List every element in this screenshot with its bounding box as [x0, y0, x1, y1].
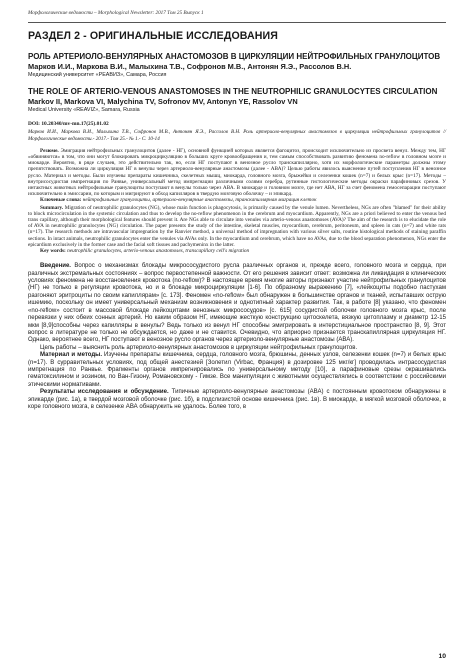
doi: DOI: 10.20340/mv-mn.17(25).01.02 [28, 121, 109, 128]
section-heading: РАЗДЕЛ 2 - ОРИГИНАЛЬНЫЕ ИССЛЕДОВАНИЯ [28, 30, 278, 42]
results-paragraph [28, 389, 446, 411]
citation: Марков И.И., Маркова В.И., Малыхина Т.В., Софронов М.В., Антонян Я.Э., Рассолов В.Н. Роль артериоло-венулярных анастомозов в циркуляции нейтрофильных гранулоцитов // Морфологические ведомости.- 2017.- Том 25.- № 1.- С. 10-14 [28, 129, 446, 142]
header-rule [28, 22, 446, 23]
results-label: Результаты исследования и обсуждение. [40, 389, 169, 396]
methods-label: Материал и методы. [40, 352, 103, 359]
title-en: THE ROLE OF ARTERIO-VENOUS ANASTOMOSES IN THE NEUTROPHILIC GRANULOCYTES CIRCULATION [28, 87, 438, 97]
affiliation-ru: Медицинский университет «РЕАВИЗ», Самара, Россия [28, 72, 167, 79]
keywords-ru [28, 197, 446, 203]
keywords-en-label: Key words: [40, 248, 66, 255]
page-number: 10 [438, 653, 446, 660]
running-header: Морфологические ведомости – Morphological Newsletter: 2017 Том 25 Выпуск 1 [28, 10, 204, 16]
intro-label: Введение. [40, 263, 71, 270]
abstract-ru [28, 148, 446, 198]
intro-text: Вопрос о механизмах блокады микрососудистого русла различных органов и, прежде всего, головного мозга и сердца, при различных экстремальных состояниях – вопрос первостепенной важности. От его решения зависит ответ: возможна ли ликвидация в клинических условиях феномена не восстановления кровотока (no-reflow)? В настоящее время многие авторы признают участие нейтрофильных гранулоцитов (НГ) не только в регуляции кровотока, но и в блокаде микроциркуляции [1-6]. По образному выражению [7], «лейкоциты подобно пастухам разгоняют эритроциты по своим капиллярам» [с. 173]. Феномен «no-reflow» был обнаружен в большинстве органов и тканей, испытавших острую ишемию, поскольку он имеет универсальный механизм возникновения и однотипный характер развития. Так, в работе [8] указано, что феномен «no-reflow» состоит в массовой блокаде лейкоцитами венозных микрососудов» [с. 615] сосудистой оболочки головного мозга крыс, после перевязки у них обеих сонных артерий. Но каким образом НГ, имеющие жесткую конструкцию цитоскелета, вязкую цитоплазму и диаметр 12-15 мкм [8,9]способны через капилляры в венулы? Ведь только из венул НГ способны эмигрировать в интерстициальное пространство [8, 9]. Этот вопрос в литературе не только не обсуждается, но даже и не ставится. Очевидно, что априорно признается транскапиллярная циркуляция НГ. Однако, вероятнее всего, НГ поступают в венозное русло органов через артериоло-венулярные анастомозы (АВА). [28, 263, 446, 344]
spacer [28, 78, 446, 87]
results-text: Типичные артериоло-венулярные анастомозы (АВА) с постоянным кровотоком обнаружены в эпикарде (рис. 1а), в твердой мозговой оболочке (рис. 1б), в подслизистой основе кишечника (рис. 1в). В миокарде, в мягкой мозговой оболочке, в коре головного мозга, в селезенке АВА обнаружить не удалось. Более того, в [28, 389, 447, 410]
keywords-ru-text: нейтрофильные гранулоциты, артериоло-венулярные анастомозы, транскапиллярная миграция клеток [82, 197, 317, 204]
authors-en: Markov II, Markova VI, Malychina TV, Sofronov MV, Antonyn YE, Rassolov VN [28, 97, 298, 107]
abstract-en-label: Summary. [40, 204, 64, 211]
abstract-en-text: Migration of neutrophilic granulocytes (NG), whose main function is phagocytosis, is primarily caused by the venule lumen. Nevertheless, NGs are often "blamed" for their ability to block microcirculation in the systemic circulation and thus to develop the no-reflow phenomenon in the cerebrum and myocardium. Apparently, NGs are a priori believed to enter the venous bed trans capillary, although their morphological features should prevent it. Are NGs able to circulate into venules via arterio-venous anastomoses (AVA)? The aim of the research is to elucidate the role of AVA in neutrophilic granulocytes (NG) circulation. The paper presents the study of the intestine, skeletal muscles, myocardium, cerebrum, peritoneum, and spleen in cats (n=7) and white rats (n=17). The research methods are intravascular impregnation by the Ranvier method, a universal method of impregnation with various silver salts, routine histological methods of staining paraffin sections. In intact animals, neutrophilic granulocytes enter the venules via AVAs only. In the myocardium and cerebrum, which have no AVAs, due to the blood separation phenomenon, NGs enter the epicardium exclusively in the former case and the facial soft tissues and pachymeninx in the latter. [28, 204, 447, 248]
abstract-ru-label: Резюме. [40, 147, 59, 154]
affiliation-en: Medical University «REAVIZ», Samara, Russia [28, 107, 140, 114]
abstract-ru-text: Эмиграция нейтрофильных гранулоцитов (далее - НГ), основной функцией которых является фагоцитоз, происходит исключительно из просвета венул. Между тем, НГ «обвиняются» в том, что они могут блокировать микроциркуляцию в больших круге кровообращения и, тем самым способствовать развитию феномена no-reflow в головном мозге и миокарде. Вероятно, в ряде случаев, это действительно так, но, если НГ поступают в венозное русло транскапиллярно, хотя их морфологические параметры должны этому препятствовать. Возможна ли циркуляция НГ в венулы через артериоло-венулярные анастомозы (далее - АВА)? Целью работы явилось выяснение путей поступления НГ в венозное русло. Материал и методы. Были изучены препараты кишечника, скелетных мышц, миокарда, головного мозга, брыжейки и селезенки кошек (n=7) и белых крыс (n=17). Методы – внутрисосудистая импрегнация по Ранвье, универсальный метод импрегнации различными солями серебра, рутинные гистологические методы окраски парафиновых срезов. У интактных животных нейтрофильные гранулоциты поступают в венулы только через АВА. В миокарде и головном мозге, где нет АВА, НГ за счет феномена гемосепарации поступают исключительно в эмиссарии, по которым и мигрируют в обход капилляров в твердую мозговую оболочку – и эпикард. [28, 147, 447, 198]
authors-ru: Марков И.И., Маркова В.И., Малыхина Т.В., Софронов М.В., Антонян Я.Э., Рассолов В.Н. [28, 62, 352, 72]
intro-paragraph [28, 263, 446, 344]
abstract-en [28, 205, 446, 248]
aim-paragraph [28, 345, 446, 352]
keywords-ru-label: Ключевые слова: [40, 197, 82, 204]
aim-text: Цель работы – выяснить роль артериоло-венулярных анастомозов в циркуляции нейтрофильных гранулоцитов. [40, 344, 358, 351]
methods-text: Изучены препараты кишечника, сердца, головного мозга, брюшины, денных узлов, селезенки кошек (n=7) и белых крыс (n=17). В сурравительных условиях, под общей анестезией [Золетил (Virbac, Франция) в дозировке 125 мкг/кг] проводилась интрасосудистая импрегнация по Ранвье. Фрагменты органов импрегнировались по универсальному методу [10], а парафиновые срезы окрашивались гематоксилином и эозином, по Ван-Гизону, Романовскому - Гимзе. Все манипуляции с животными осуществлялись в соответствии с российскими этическими нормативами. [28, 352, 446, 388]
title-ru: РОЛЬ АРТЕРИОЛО-ВЕНУЛЯРНЫХ АНАСТОМОЗОВ В ЦИРКУЛЯЦИИ НЕЙТРОФИЛЬНЫХ ГРАНУЛОЦИТОВ [28, 52, 441, 61]
keywords-en [28, 248, 446, 254]
methods-paragraph [28, 352, 446, 389]
keywords-en-text: neutrophilic granulocytes, arterio-venous anastomoses, transcapillary cell's migration [67, 248, 250, 255]
